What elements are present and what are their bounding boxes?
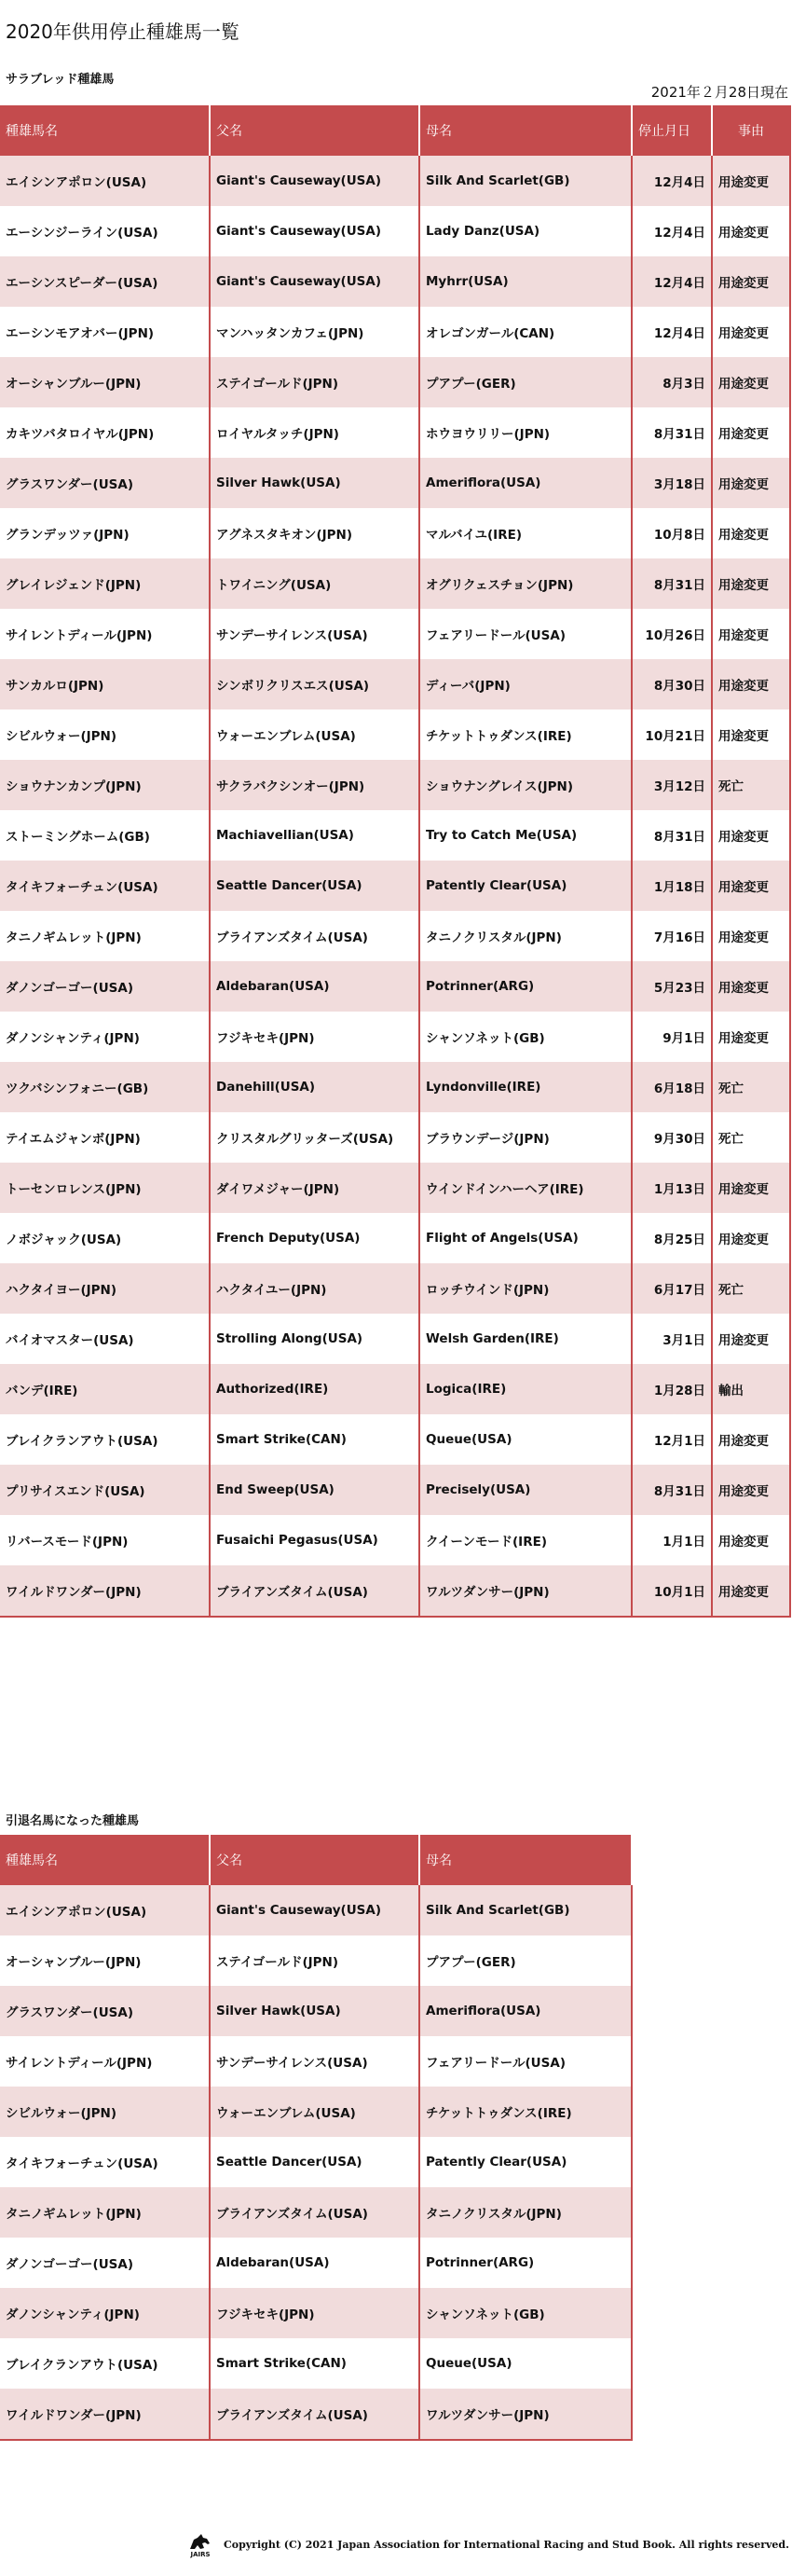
- table-cell: シンボリクリスエス(USA): [210, 659, 419, 709]
- table-cell: 用途変更: [712, 206, 790, 256]
- table-row: [0, 861, 790, 911]
- table-cell: Smart Strike(CAN): [210, 2338, 419, 2389]
- table-cell: 用途変更: [712, 458, 790, 508]
- table-row: [0, 2389, 632, 2440]
- table-cell: 用途変更: [712, 307, 790, 357]
- table-cell: ノボジャック(USA): [0, 1213, 210, 1263]
- table-cell: Try to Catch Me(USA): [419, 810, 632, 861]
- table-cell: 輸出: [712, 1364, 790, 1414]
- table-cell: 3月18日: [632, 458, 712, 508]
- table-cell: タニノクリスタル(JPN): [419, 911, 632, 961]
- table-cell: サイレントディール(JPN): [0, 609, 210, 659]
- table-row: [0, 2238, 632, 2288]
- table-cell: Seattle Dancer(USA): [210, 861, 419, 911]
- table-row: [0, 1112, 790, 1163]
- table-cell: トーセンロレンス(JPN): [0, 1163, 210, 1213]
- table-cell: テイエムジャンボ(JPN): [0, 1112, 210, 1163]
- table-cell: ステイゴールド(JPN): [210, 357, 419, 407]
- table-cell: Myhrr(USA): [419, 256, 632, 307]
- table-row: [0, 1935, 632, 1986]
- table-row: [0, 458, 790, 508]
- table-row: [0, 609, 790, 659]
- table-cell: オグリクェスチョン(JPN): [419, 558, 632, 609]
- table-cell: Smart Strike(CAN): [210, 1414, 419, 1465]
- table-cell: 1月1日: [632, 1515, 712, 1565]
- table-cell: 用途変更: [712, 810, 790, 861]
- column-header: 母名: [419, 105, 632, 156]
- table-cell: 12月4日: [632, 156, 712, 206]
- table-cell: 10月21日: [632, 709, 712, 760]
- column-header: 父名: [210, 1835, 419, 1885]
- table-cell: 5月23日: [632, 961, 712, 1012]
- retired-stallions-table: [0, 1835, 633, 2441]
- table-cell: 死亡: [712, 1062, 790, 1112]
- table-cell: タイキフォーチュン(USA): [0, 861, 210, 911]
- footer: [184, 2530, 789, 2558]
- table-cell: Patently Clear(USA): [419, 2137, 632, 2187]
- table-cell: 用途変更: [712, 1314, 790, 1364]
- table-cell: Lady Danz(USA): [419, 206, 632, 256]
- table-cell: Queue(USA): [419, 1414, 632, 1465]
- table-cell: サンデーサイレンス(USA): [210, 2036, 419, 2087]
- table-row: [0, 1465, 790, 1515]
- table-cell: ダノンシャンティ(JPN): [0, 2288, 210, 2338]
- table-row: [0, 709, 790, 760]
- table-cell: エイシンアポロン(USA): [0, 1885, 210, 1935]
- table-cell: 死亡: [712, 760, 790, 810]
- table-cell: Silver Hawk(USA): [210, 1986, 419, 2036]
- table-cell: 3月12日: [632, 760, 712, 810]
- column-header: 停止月日: [632, 105, 712, 156]
- table-cell: ブライアンズタイム(USA): [210, 1565, 419, 1617]
- table-cell: ブライアンズタイム(USA): [210, 2187, 419, 2238]
- table-cell: Danehill(USA): [210, 1062, 419, 1112]
- copyright-text: Copyright (C) 2021 Japan Association for International Racing and Stud Book. All rights reserved.: [224, 2538, 789, 2551]
- table-cell: 用途変更: [712, 911, 790, 961]
- table-cell: 7月16日: [632, 911, 712, 961]
- table-cell: 1月13日: [632, 1163, 712, 1213]
- table-cell: 用途変更: [712, 558, 790, 609]
- table-cell: マンハッタンカフェ(JPN): [210, 307, 419, 357]
- table-cell: Giant's Causeway(USA): [210, 206, 419, 256]
- column-header: 母名: [419, 1835, 632, 1885]
- table-cell: 8月31日: [632, 1465, 712, 1515]
- table-cell: サンカルロ(JPN): [0, 659, 210, 709]
- table-cell: 6月18日: [632, 1062, 712, 1112]
- table-row: [0, 508, 790, 558]
- table-cell: ホウヨウリリー(JPN): [419, 407, 632, 458]
- table-cell: オーシャンブルー(JPN): [0, 1935, 210, 1986]
- table-cell: ブライアンズタイム(USA): [210, 2389, 419, 2440]
- table-row: [0, 156, 790, 206]
- table-cell: フェアリードール(USA): [419, 609, 632, 659]
- column-header: 事由: [712, 105, 790, 156]
- table-row: [0, 1565, 790, 1617]
- table-cell: ディーバ(JPN): [419, 659, 632, 709]
- table-cell: グランデッツァ(JPN): [0, 508, 210, 558]
- table-cell: 10月8日: [632, 508, 712, 558]
- table-header-row: [0, 1835, 632, 1885]
- table-cell: フェアリードール(USA): [419, 2036, 632, 2087]
- table-cell: Potrinner(ARG): [419, 961, 632, 1012]
- section-title-thoroughbred: サラブレッド種雄馬: [6, 73, 115, 87]
- table-cell: 8月25日: [632, 1213, 712, 1263]
- table-cell: 用途変更: [712, 659, 790, 709]
- table-cell: 用途変更: [712, 961, 790, 1012]
- table-cell: ワイルドワンダー(JPN): [0, 2389, 210, 2440]
- table-cell: Aldebaran(USA): [210, 961, 419, 1012]
- table-cell: 8月31日: [632, 407, 712, 458]
- table-row: [0, 307, 790, 357]
- table-cell: サクラバクシンオー(JPN): [210, 760, 419, 810]
- table-cell: 12月4日: [632, 206, 712, 256]
- table-cell: エーシンモアオバー(JPN): [0, 307, 210, 357]
- table-row: [0, 1364, 790, 1414]
- table-cell: 3月1日: [632, 1314, 712, 1364]
- table-cell: ダイワメジャー(JPN): [210, 1163, 419, 1213]
- table-cell: Logica(IRE): [419, 1364, 632, 1414]
- table-cell: ハクタイヨー(JPN): [0, 1263, 210, 1314]
- table-cell: チケットトゥダンス(IRE): [419, 2087, 632, 2137]
- table-row: [0, 558, 790, 609]
- table-cell: Aldebaran(USA): [210, 2238, 419, 2288]
- table-cell: 用途変更: [712, 1465, 790, 1515]
- table-cell: Machiavellian(USA): [210, 810, 419, 861]
- table-cell: 死亡: [712, 1263, 790, 1314]
- table-cell: 用途変更: [712, 1515, 790, 1565]
- table-row: [0, 2338, 632, 2389]
- table-row: [0, 1213, 790, 1263]
- table-row: [0, 1885, 632, 1935]
- table-cell: 死亡: [712, 1112, 790, 1163]
- table-row: [0, 1263, 790, 1314]
- table-cell: Lyndonville(IRE): [419, 1062, 632, 1112]
- table-row: [0, 1062, 790, 1112]
- table-cell: French Deputy(USA): [210, 1213, 419, 1263]
- table-row: [0, 1515, 790, 1565]
- table-cell: Giant's Causeway(USA): [210, 256, 419, 307]
- table-cell: ウインドインハーヘア(IRE): [419, 1163, 632, 1213]
- table-row: [0, 2187, 632, 2238]
- table-cell: 用途変更: [712, 1213, 790, 1263]
- table-cell: Queue(USA): [419, 2338, 632, 2389]
- table-cell: タニノクリスタル(JPN): [419, 2187, 632, 2238]
- table-cell: ハクタイユー(JPN): [210, 1263, 419, 1314]
- table-cell: Ameriflora(USA): [419, 458, 632, 508]
- table-cell: Patently Clear(USA): [419, 861, 632, 911]
- table-row: [0, 357, 790, 407]
- table-cell: グレイレジェンド(JPN): [0, 558, 210, 609]
- table-cell: 用途変更: [712, 609, 790, 659]
- table-cell: ブレイクランアウト(USA): [0, 2338, 210, 2389]
- table-cell: 8月31日: [632, 810, 712, 861]
- table-cell: Giant's Causeway(USA): [210, 1885, 419, 1935]
- table-cell: 9月1日: [632, 1012, 712, 1062]
- table-cell: ウォーエンブレム(USA): [210, 2087, 419, 2137]
- table-cell: ワイルドワンダー(JPN): [0, 1565, 210, 1617]
- table-cell: Silk And Scarlet(GB): [419, 156, 632, 206]
- table-cell: プリサイスエンド(USA): [0, 1465, 210, 1515]
- table-cell: Welsh Garden(IRE): [419, 1314, 632, 1364]
- as-of-date: 2021年２月28日現在: [650, 84, 788, 101]
- table-cell: シビルウォー(JPN): [0, 709, 210, 760]
- table-cell: 用途変更: [712, 709, 790, 760]
- table-row: [0, 407, 790, 458]
- column-header: 種雄馬名: [0, 1835, 210, 1885]
- table-cell: バンデ(IRE): [0, 1364, 210, 1414]
- table-cell: Ameriflora(USA): [419, 1986, 632, 2036]
- table-cell: プアプー(GER): [419, 1935, 632, 1986]
- table-cell: 6月17日: [632, 1263, 712, 1314]
- table-cell: ワルツダンサー(JPN): [419, 2389, 632, 2440]
- table-cell: サイレントディール(JPN): [0, 2036, 210, 2087]
- table-row: [0, 1012, 790, 1062]
- table-row: [0, 256, 790, 307]
- table-cell: 8月3日: [632, 357, 712, 407]
- table-cell: エイシンアポロン(USA): [0, 156, 210, 206]
- table-cell: クリスタルグリッターズ(USA): [210, 1112, 419, 1163]
- table-cell: 12月4日: [632, 256, 712, 307]
- table-cell: ステイゴールド(JPN): [210, 1935, 419, 1986]
- table-row: [0, 911, 790, 961]
- section-title-retired: 引退名馬になった種雄馬: [6, 1814, 140, 1828]
- table-cell: Fusaichi Pegasus(USA): [210, 1515, 419, 1565]
- table-cell: Seattle Dancer(USA): [210, 2137, 419, 2187]
- table-row: [0, 206, 790, 256]
- table-cell: 用途変更: [712, 1012, 790, 1062]
- table-cell: リバースモード(JPN): [0, 1515, 210, 1565]
- table-row: [0, 2036, 632, 2087]
- table-cell: アグネスタキオン(JPN): [210, 508, 419, 558]
- table-cell: オーシャンブルー(JPN): [0, 357, 210, 407]
- table-row: [0, 659, 790, 709]
- table-cell: Authorized(IRE): [210, 1364, 419, 1414]
- table-cell: 1月28日: [632, 1364, 712, 1414]
- table-cell: Precisely(USA): [419, 1465, 632, 1515]
- table-cell: ストーミングホーム(GB): [0, 810, 210, 861]
- table-cell: Potrinner(ARG): [419, 2238, 632, 2288]
- table-cell: シャンソネット(GB): [419, 2288, 632, 2338]
- table-cell: エーシンスピーダー(USA): [0, 256, 210, 307]
- table-cell: 10月1日: [632, 1565, 712, 1617]
- table-cell: ショウナンカンプ(JPN): [0, 760, 210, 810]
- table-cell: Flight of Angels(USA): [419, 1213, 632, 1263]
- table-cell: 8月30日: [632, 659, 712, 709]
- column-header: 父名: [210, 105, 419, 156]
- table-cell: 用途変更: [712, 508, 790, 558]
- table-row: [0, 2137, 632, 2187]
- table-cell: End Sweep(USA): [210, 1465, 419, 1515]
- table-cell: ブライアンズタイム(USA): [210, 911, 419, 961]
- table-row: [0, 1314, 790, 1364]
- table-cell: ショウナングレイス(JPN): [419, 760, 632, 810]
- table-row: [0, 1414, 790, 1465]
- table-cell: サンデーサイレンス(USA): [210, 609, 419, 659]
- table-row: [0, 760, 790, 810]
- table-cell: 用途変更: [712, 1163, 790, 1213]
- table-row: [0, 810, 790, 861]
- table-cell: タニノギムレット(JPN): [0, 2187, 210, 2238]
- table-cell: ウォーエンブレム(USA): [210, 709, 419, 760]
- table-cell: カキツバタロイヤル(JPN): [0, 407, 210, 458]
- table-cell: Giant's Causeway(USA): [210, 156, 419, 206]
- table-cell: グラスワンダー(USA): [0, 1986, 210, 2036]
- table-cell: 用途変更: [712, 256, 790, 307]
- table-cell: 8月31日: [632, 558, 712, 609]
- table-cell: プアプー(GER): [419, 357, 632, 407]
- table-cell: フジキセキ(JPN): [210, 1012, 419, 1062]
- table-cell: フジキセキ(JPN): [210, 2288, 419, 2338]
- table-cell: シビルウォー(JPN): [0, 2087, 210, 2137]
- table-row: [0, 961, 790, 1012]
- table-cell: ブラウンデージ(JPN): [419, 1112, 632, 1163]
- suspended-stallions-table: [0, 105, 791, 1618]
- table-cell: オレゴンガール(CAN): [419, 307, 632, 357]
- table-cell: 用途変更: [712, 407, 790, 458]
- table-cell: タイキフォーチュン(USA): [0, 2137, 210, 2187]
- table-cell: ロイヤルタッチ(JPN): [210, 407, 419, 458]
- table-cell: エーシンジーライン(USA): [0, 206, 210, 256]
- table-row: [0, 1986, 632, 2036]
- table-cell: ツクバシンフォニー(GB): [0, 1062, 210, 1112]
- logo-text: JAIRS: [190, 2551, 211, 2558]
- table-row: [0, 1163, 790, 1213]
- page-title: 2020年供用停止種雄馬一覧: [6, 21, 239, 43]
- table-cell: 用途変更: [712, 1565, 790, 1617]
- table-cell: シャンソネット(GB): [419, 1012, 632, 1062]
- table-cell: ブレイクランアウト(USA): [0, 1414, 210, 1465]
- table-cell: ワルツダンサー(JPN): [419, 1565, 632, 1617]
- table-cell: ダノンシャンティ(JPN): [0, 1012, 210, 1062]
- table-header-row: [0, 105, 790, 156]
- table-cell: 用途変更: [712, 861, 790, 911]
- column-header: 種雄馬名: [0, 105, 210, 156]
- table-cell: Silk And Scarlet(GB): [419, 1885, 632, 1935]
- table-cell: ダノンゴーゴー(USA): [0, 961, 210, 1012]
- table-cell: 12月4日: [632, 307, 712, 357]
- table-cell: 9月30日: [632, 1112, 712, 1163]
- table-cell: ロッチウインド(JPN): [419, 1263, 632, 1314]
- jairs-logo-icon: [184, 2530, 216, 2558]
- table-cell: 1月18日: [632, 861, 712, 911]
- table-cell: 用途変更: [712, 156, 790, 206]
- table-cell: チケットトゥダンス(IRE): [419, 709, 632, 760]
- table-cell: マルバイユ(IRE): [419, 508, 632, 558]
- table-cell: バイオマスター(USA): [0, 1314, 210, 1364]
- table-row: [0, 2087, 632, 2137]
- table-cell: 12月1日: [632, 1414, 712, 1465]
- table-cell: 10月26日: [632, 609, 712, 659]
- table-cell: クイーンモード(IRE): [419, 1515, 632, 1565]
- table-row: [0, 2288, 632, 2338]
- table-cell: 用途変更: [712, 357, 790, 407]
- table-cell: 用途変更: [712, 1414, 790, 1465]
- table-cell: タニノギムレット(JPN): [0, 911, 210, 961]
- table-cell: トワイニング(USA): [210, 558, 419, 609]
- table-cell: Strolling Along(USA): [210, 1314, 419, 1364]
- table-cell: Silver Hawk(USA): [210, 458, 419, 508]
- table-cell: ダノンゴーゴー(USA): [0, 2238, 210, 2288]
- table-cell: グラスワンダー(USA): [0, 458, 210, 508]
